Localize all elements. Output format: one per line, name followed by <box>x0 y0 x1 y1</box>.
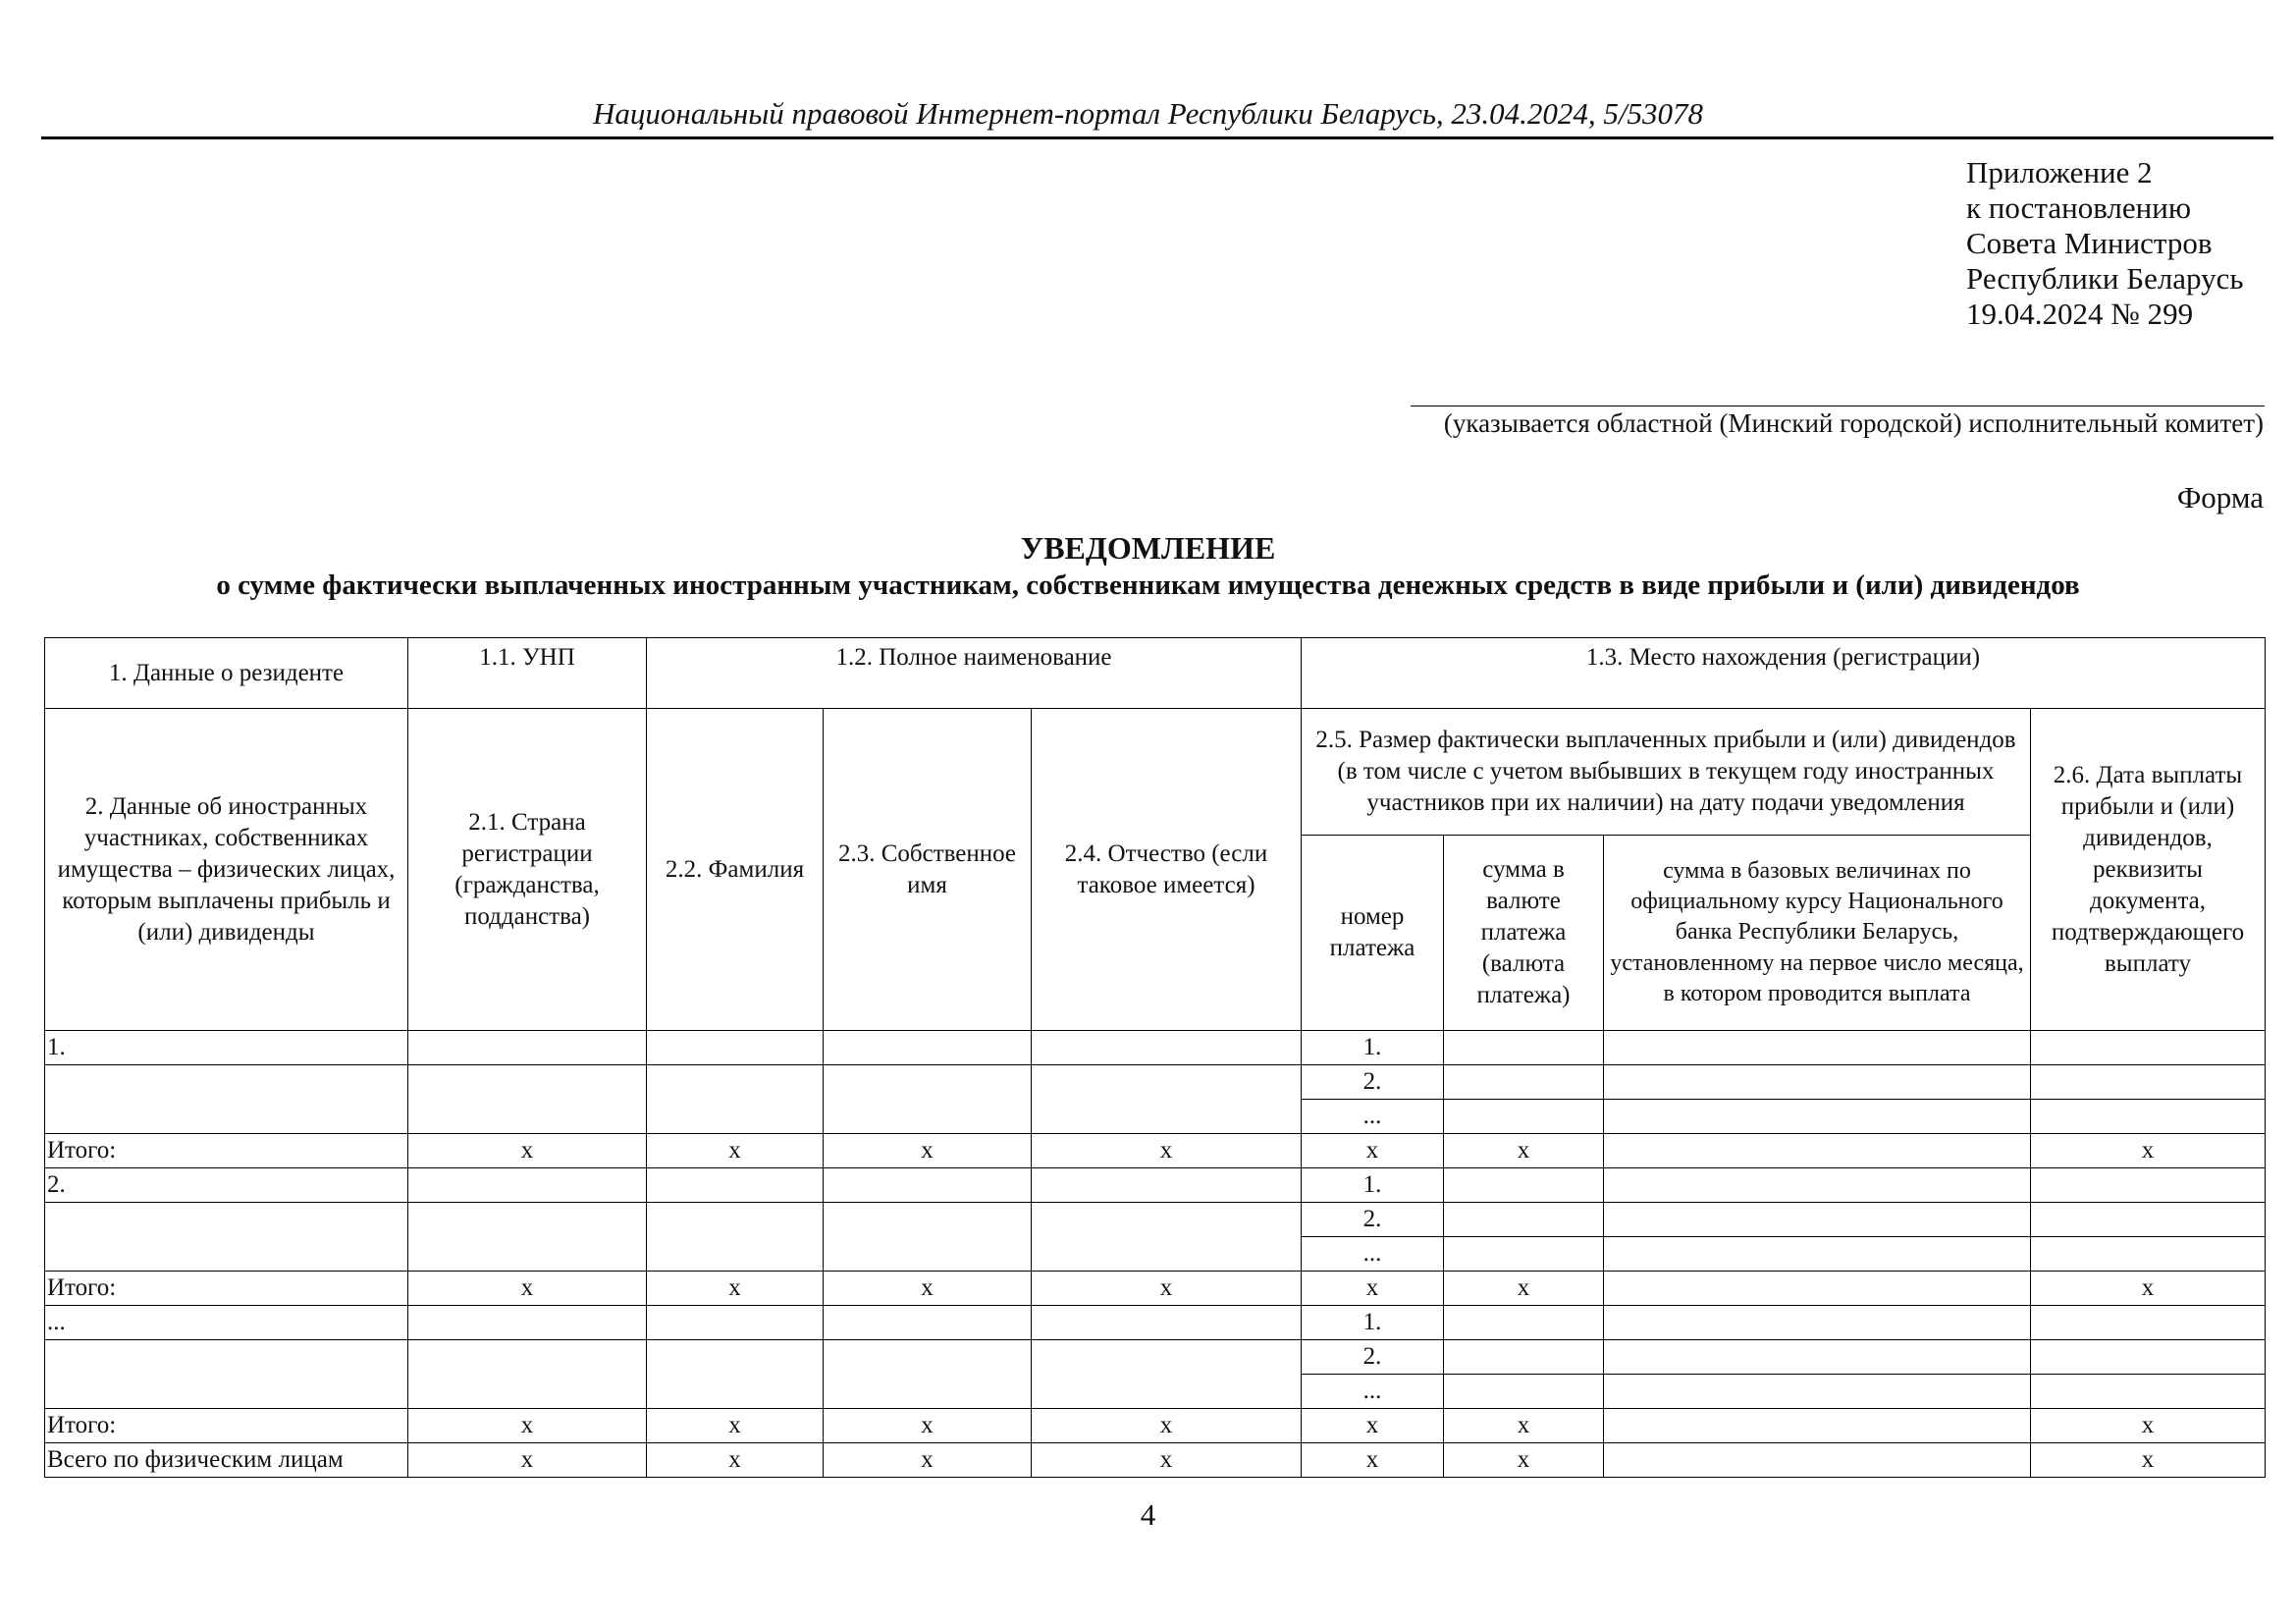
page-number: 4 <box>1140 1497 1156 1532</box>
participant-data-cell <box>824 1340 1032 1409</box>
participant-data-cell <box>647 1306 824 1340</box>
participant-data-cell <box>647 1340 824 1409</box>
participant-data-cell <box>824 1203 1032 1272</box>
payment-date-cell <box>2031 1340 2266 1375</box>
payment-row <box>45 1203 2266 1237</box>
participant-data-cell <box>1032 1065 1302 1134</box>
country-header: 2.1. Страна регистрации (гражданства, подданства) <box>408 709 647 1031</box>
base-units-amount-cell <box>1604 1100 2031 1134</box>
participant-data-cell <box>647 1031 824 1065</box>
subtotal-row <box>45 1134 2266 1168</box>
payment-row <box>45 1031 2266 1065</box>
currency-amount-cell <box>1444 1100 1604 1134</box>
currency-amount-mark: x <box>1444 1443 1604 1478</box>
payment-number-mark: x <box>1302 1443 1444 1478</box>
country-mark: x <box>408 1409 647 1443</box>
form-label: Форма <box>2176 480 2264 514</box>
payment-date-mark: x <box>2031 1134 2266 1168</box>
full-name-cell: 1.2. Полное наименование <box>647 638 1302 709</box>
grand-total-label-cell: Всего по физическим лицам <box>45 1443 408 1478</box>
payment-number-cell: 2. <box>1302 1340 1444 1375</box>
participant-number-cell <box>45 1065 408 1134</box>
participant-number-cell: 1. <box>45 1031 408 1065</box>
currency-amount-mark: x <box>1444 1272 1604 1306</box>
surname-mark: x <box>647 1443 824 1478</box>
patronymic-mark: x <box>1032 1409 1302 1443</box>
base-units-total-cell <box>1604 1272 2031 1306</box>
participant-data-cell <box>408 1168 647 1203</box>
payment-number-mark: x <box>1302 1409 1444 1443</box>
participant-number-cell <box>45 1203 408 1272</box>
payment-date-cell <box>2031 1306 2266 1340</box>
first-name-mark: x <box>824 1272 1032 1306</box>
payment-date-cell <box>2031 1100 2266 1134</box>
payment-date-cell <box>2031 1237 2266 1272</box>
subtotal-label-cell: Итого: <box>45 1134 408 1168</box>
currency-amount-cell <box>1444 1065 1604 1100</box>
payment-date-mark: x <box>2031 1272 2266 1306</box>
participant-data-cell <box>824 1306 1032 1340</box>
participant-data-cell <box>824 1168 1032 1203</box>
payment-number-cell: 2. <box>1302 1203 1444 1237</box>
currency-amount-cell <box>1444 1237 1604 1272</box>
payment-number-header: номер платежа <box>1302 836 1444 1031</box>
payment-number-mark: x <box>1302 1272 1444 1306</box>
participant-data-cell <box>1032 1031 1302 1065</box>
payment-number-cell: 1. <box>1302 1168 1444 1203</box>
base-units-total-cell <box>1604 1134 2031 1168</box>
first-name-mark: x <box>824 1443 1032 1478</box>
foreign-participants-header: 2. Данные об иностранных участниках, собственниках имущества – физических лицах, которым выплачены прибыль и (или) дивиденды <box>45 709 408 1031</box>
currency-amount-cell <box>1444 1031 1604 1065</box>
location-cell: 1.3. Место нахождения (регистрации) <box>1302 638 2266 709</box>
payment-date-mark: x <box>2031 1409 2266 1443</box>
participant-data-cell <box>647 1168 824 1203</box>
base-units-amount-cell <box>1604 1237 2031 1272</box>
subtotal-label-cell: Итого: <box>45 1409 408 1443</box>
payment-date-cell <box>2031 1031 2266 1065</box>
currency-amount-mark: x <box>1444 1409 1604 1443</box>
subtotal-row <box>45 1409 2266 1443</box>
currency-amount-cell <box>1444 1168 1604 1203</box>
participant-data-cell <box>408 1306 647 1340</box>
payment-date-header: 2.6. Дата выплаты прибыли и (или) дивидендов, реквизиты документа, подтверждающего выплату <box>2031 709 2266 1031</box>
payment-row <box>45 1168 2266 1203</box>
payment-number-cell: ... <box>1302 1237 1444 1272</box>
participant-data-cell <box>824 1031 1032 1065</box>
appendix-line: к постановлению <box>1966 190 2192 225</box>
appendix-line: 19.04.2024 № 299 <box>1966 297 2194 331</box>
participant-data-cell <box>1032 1168 1302 1203</box>
unp-cell: 1.1. УНП <box>408 638 647 709</box>
portal-header: Национальный правовой Интернет-портал Республики Беларусь, 23.04.2024, 5/53078 <box>592 96 1704 131</box>
appendix-line: Республики Беларусь <box>1966 261 2244 296</box>
payment-number-cell: ... <box>1302 1100 1444 1134</box>
participant-data-cell <box>408 1203 647 1272</box>
payment-number-cell: 1. <box>1302 1031 1444 1065</box>
payment-number-cell: 1. <box>1302 1306 1444 1340</box>
currency-amount-cell <box>1444 1375 1604 1409</box>
participant-data-cell <box>824 1065 1032 1134</box>
grand-total-row <box>45 1443 2266 1478</box>
first-name-mark: x <box>824 1134 1032 1168</box>
country-mark: x <box>408 1134 647 1168</box>
committee-caption: (указывается областной (Минский городской) исполнительный комитет) <box>1443 408 2264 438</box>
payment-date-mark: x <box>2031 1443 2266 1478</box>
document-subtitle: о сумме фактически выплаченных иностранным участникам, собственникам имущества денежных средств в виде прибыли и (или) дивидендов <box>216 569 2080 601</box>
payment-row <box>45 1340 2266 1375</box>
participant-data-cell <box>1032 1203 1302 1272</box>
first-name-mark: x <box>824 1409 1032 1443</box>
first-name-header: 2.3. Собственное имя <box>824 709 1032 1031</box>
payment-row <box>45 1306 2266 1340</box>
appendix-block <box>1966 155 2244 332</box>
participant-data-cell <box>408 1031 647 1065</box>
participant-data-cell <box>1032 1340 1302 1409</box>
base-units-amount-cell <box>1604 1340 2031 1375</box>
notification-table <box>44 637 2266 1478</box>
resident-label-cell: 1. Данные о резиденте <box>45 638 408 709</box>
patronymic-header: 2.4. Отчество (если таковое имеется) <box>1032 709 1302 1031</box>
base-units-grand-total-cell <box>1604 1443 2031 1478</box>
currency-amount-header: сумма в валюте платежа (валюта платежа) <box>1444 836 1604 1031</box>
participant-data-cell <box>408 1340 647 1409</box>
base-units-amount-cell <box>1604 1375 2031 1409</box>
payment-date-cell <box>2031 1203 2266 1237</box>
header-row <box>45 709 2266 836</box>
country-mark: x <box>408 1272 647 1306</box>
header-rule <box>41 136 2273 139</box>
appendix-line: Приложение 2 <box>1966 155 2153 189</box>
currency-amount-cell <box>1444 1203 1604 1237</box>
subtotal-label-cell: Итого: <box>45 1272 408 1306</box>
document-title: УВЕДОМЛЕНИЕ <box>1020 530 1276 566</box>
participant-number-cell <box>45 1340 408 1409</box>
participant-number-cell: ... <box>45 1306 408 1340</box>
payment-date-cell <box>2031 1375 2266 1409</box>
resident-row <box>45 638 2266 709</box>
surname-mark: x <box>647 1409 824 1443</box>
payment-number-cell: 2. <box>1302 1065 1444 1100</box>
payment-number-mark: x <box>1302 1134 1444 1168</box>
currency-amount-mark: x <box>1444 1134 1604 1168</box>
payment-size-header: 2.5. Размер фактически выплаченных прибыли и (или) дивидендов (в том числе с учетом выбывших в текущем году иностранных участников при их наличии) на дату подачи уведомления <box>1302 709 2031 836</box>
patronymic-mark: x <box>1032 1134 1302 1168</box>
payment-row <box>45 1065 2266 1100</box>
patronymic-mark: x <box>1032 1443 1302 1478</box>
base-units-amount-header: сумма в базовых величинах по официальному курсу Национального банка Республики Беларусь, установленному на первое число месяца, в котором проводится выплата <box>1604 836 2031 1031</box>
surname-mark: x <box>647 1272 824 1306</box>
participant-data-cell <box>408 1065 647 1134</box>
patronymic-mark: x <box>1032 1272 1302 1306</box>
base-units-amount-cell <box>1604 1168 2031 1203</box>
payment-date-cell <box>2031 1168 2266 1203</box>
currency-amount-cell <box>1444 1340 1604 1375</box>
currency-amount-cell <box>1444 1306 1604 1340</box>
country-mark: x <box>408 1443 647 1478</box>
participant-data-cell <box>647 1203 824 1272</box>
appendix-line: Совета Министров <box>1966 226 2213 260</box>
surname-header: 2.2. Фамилия <box>647 709 824 1031</box>
base-units-total-cell <box>1604 1409 2031 1443</box>
participant-number-cell: 2. <box>45 1168 408 1203</box>
participant-data-cell <box>647 1065 824 1134</box>
base-units-amount-cell <box>1604 1306 2031 1340</box>
base-units-amount-cell <box>1604 1031 2031 1065</box>
payment-date-cell <box>2031 1065 2266 1100</box>
participant-data-cell <box>1032 1306 1302 1340</box>
subtotal-row <box>45 1272 2266 1306</box>
surname-mark: x <box>647 1134 824 1168</box>
base-units-amount-cell <box>1604 1065 2031 1100</box>
payment-number-cell: ... <box>1302 1375 1444 1409</box>
base-units-amount-cell <box>1604 1203 2031 1237</box>
